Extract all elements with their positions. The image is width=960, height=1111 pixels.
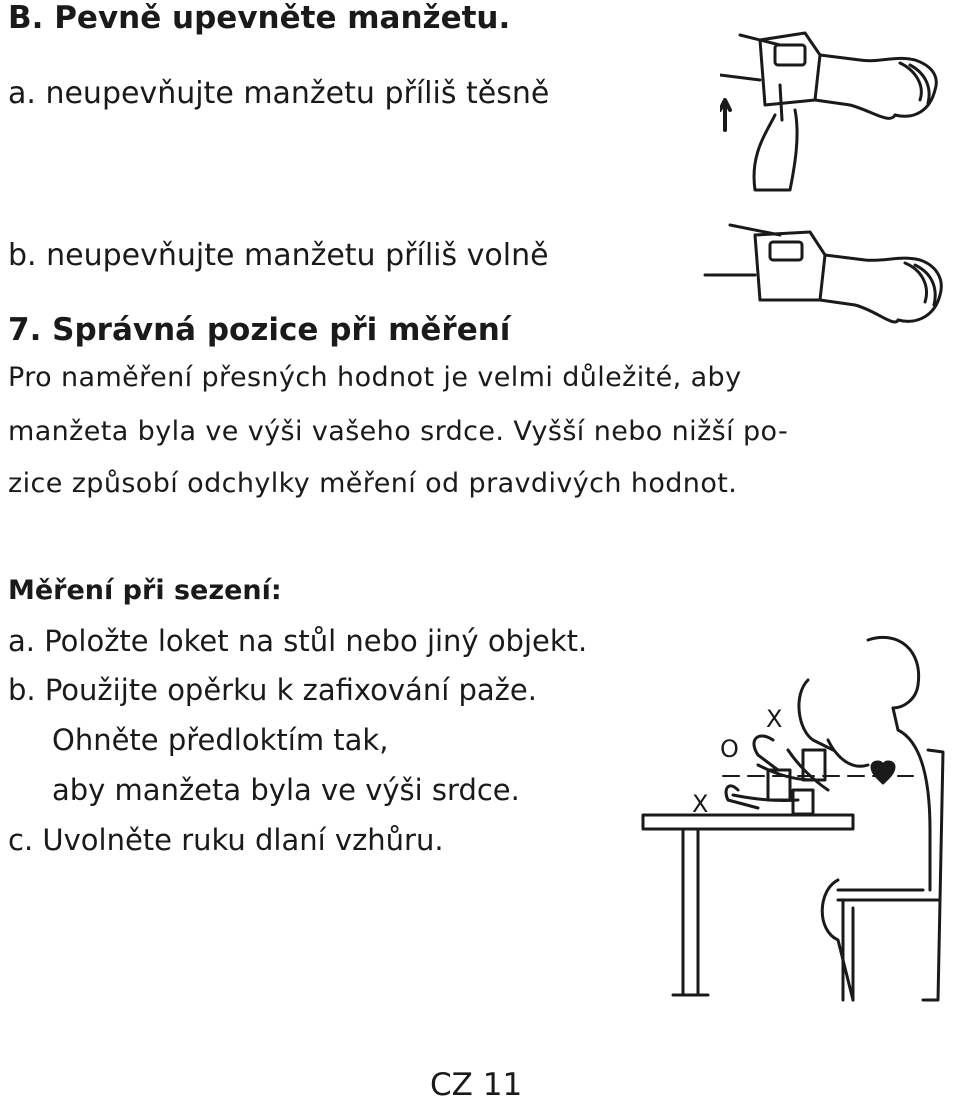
sitting-line-a: a. Položte loket na stůl nebo jiný objekt. xyxy=(8,624,588,658)
section-7-line-2: manžeta byla ve výši vašeho srdce. Vyšší nebo nižší po- xyxy=(8,416,789,447)
wrist-cuff-loose-illustration xyxy=(700,220,955,350)
sitting-line-b: b. Použijte opěrku k zafixování paže. xyxy=(8,673,537,707)
mark-too-low: X xyxy=(692,790,709,818)
seated-measurement-illustration xyxy=(638,630,958,1020)
section-b-title: B. Pevně upevněte manžetu. xyxy=(8,0,511,36)
mark-too-high: X xyxy=(766,705,783,733)
wrist-cuff-tight-illustration xyxy=(720,15,955,210)
mark-correct: O xyxy=(720,735,739,763)
sitting-title: Měření při sezení: xyxy=(8,575,282,606)
sitting-line-c: c. Uvolněte ruku dlaní vzhůru. xyxy=(8,823,444,857)
section-7-line-3: zice způsobí odchylky měření od pravdivých hodnot. xyxy=(8,468,738,499)
section-7-line-1: Pro naměření přesných hodnot je velmi důležité, aby xyxy=(8,362,742,393)
section-7-title: 7. Správná pozice při měření xyxy=(8,312,511,348)
section-b-item-b: b. neupevňujte manžetu příliš volně xyxy=(8,238,549,273)
page-number: CZ 11 xyxy=(430,1067,523,1103)
sitting-line-b2: Ohněte předloktím tak, xyxy=(52,723,389,757)
sitting-line-b3: aby manžeta byla ve výši srdce. xyxy=(52,773,520,807)
section-b-item-a: a. neupevňujte manžetu příliš těsně xyxy=(8,76,550,111)
